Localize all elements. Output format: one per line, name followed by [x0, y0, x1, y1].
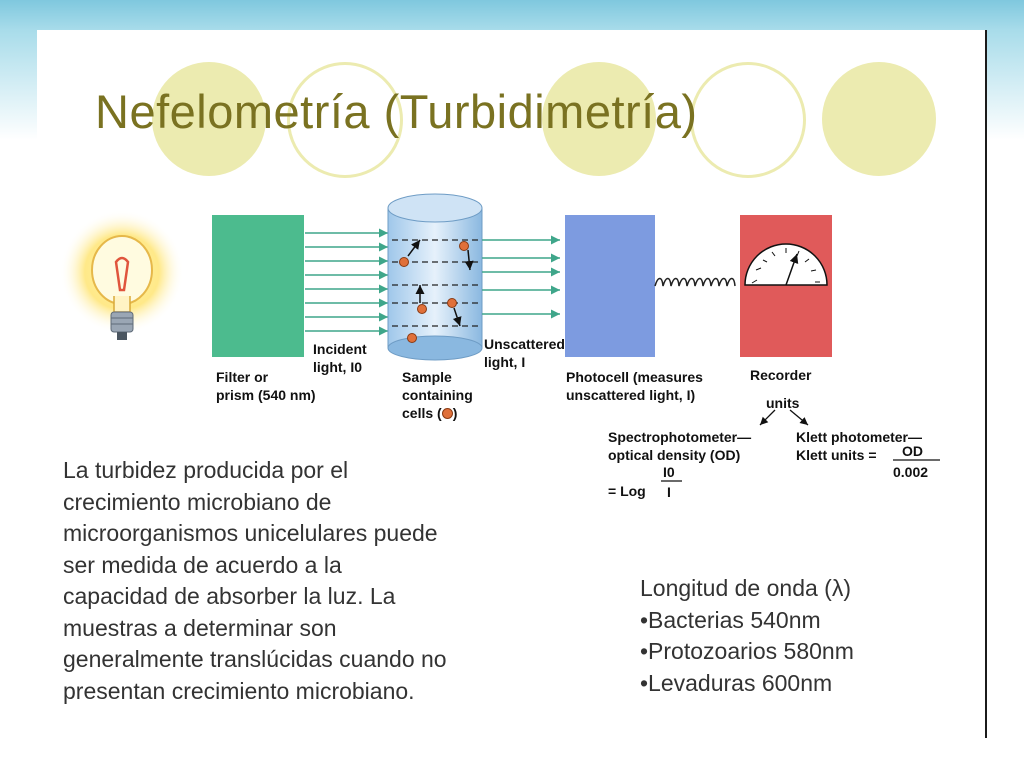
klett-denominator: 0.002	[893, 464, 929, 480]
sample-cuvette	[388, 194, 482, 360]
body-line: presentan crecimiento microbiano.	[63, 677, 415, 704]
body-line: ser medida de acuerdo a la	[63, 551, 342, 578]
recorder-block	[740, 215, 832, 357]
photocell-label: Photocell (measures unscattered light, I)	[566, 369, 703, 403]
klett-label: Klett photometer— Klett units =	[796, 429, 922, 463]
body-line: La turbidez producida por el	[63, 457, 349, 483]
filter-block	[212, 215, 304, 357]
unscattered-light-label: Unscattered light, I	[484, 336, 565, 370]
units-arrow-left	[760, 410, 775, 425]
units-label: units	[766, 395, 800, 411]
incident-light-label: Incident light, I0	[313, 341, 367, 375]
wavelength-item: •Protozoarios 580nm	[640, 638, 854, 664]
body-line: microorganismos unicelulares puede	[63, 520, 438, 546]
log-numerator: I0	[663, 464, 675, 480]
units-arrow-right	[790, 410, 808, 425]
log-denominator: I	[667, 484, 671, 500]
incident-light-beams	[305, 233, 388, 331]
coil-wire	[655, 279, 735, 287]
slide-title: Nefelometría (Turbidimetría)	[95, 85, 698, 138]
photocell-block	[565, 215, 655, 357]
cell-icon	[442, 408, 453, 419]
body-line: muestras a determinar son	[63, 614, 337, 641]
wavelength-heading: Longitud de onda (λ)	[640, 575, 851, 601]
wavelength-item: •Levaduras 600nm	[640, 669, 833, 696]
wavelength-item: •Bacterias 540nm	[640, 606, 821, 633]
body-line: capacidad de absorber la luz. La	[63, 583, 396, 609]
wavelength-list	[640, 573, 960, 699]
body-paragraph	[63, 455, 583, 707]
log-formula-prefix: = Log	[608, 483, 646, 499]
recorder-label: Recorder	[750, 367, 812, 383]
unscattered-light-beams	[482, 240, 560, 314]
body-line: crecimiento microbiano de	[63, 488, 332, 515]
klett-numerator: OD	[902, 443, 923, 459]
spectrophotometer-label: Spectrophotometer— optical density (OD)	[608, 429, 752, 463]
body-line: generalmente translúcidas cuando no	[63, 646, 447, 672]
light-bulb-icon	[60, 210, 184, 340]
filter-label: Filter or prism (540 nm)	[216, 369, 316, 403]
sample-label: Sample containing cells ( )	[402, 369, 473, 421]
